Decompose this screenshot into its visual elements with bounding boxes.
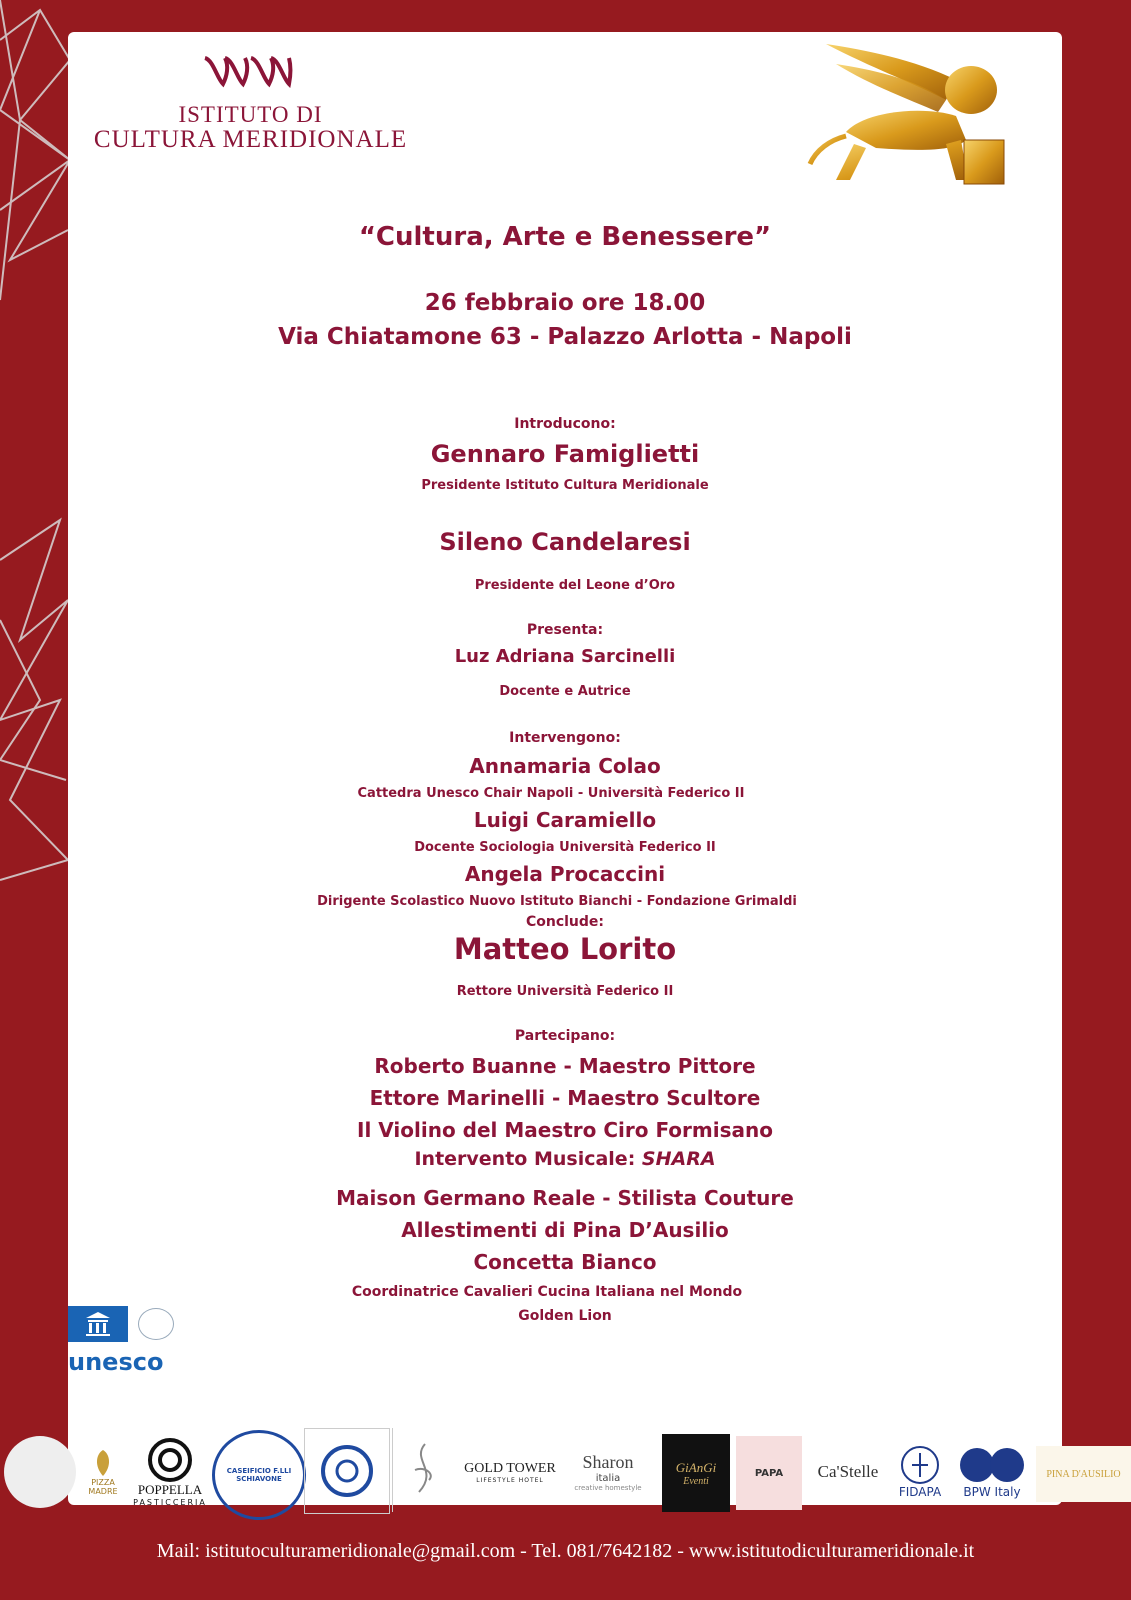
logo-line-1: ISTITUTO DI xyxy=(178,102,323,127)
unesco-badges xyxy=(68,1306,188,1346)
pina-name: PINA D'AUSILIO xyxy=(1046,1468,1121,1480)
unesco-temple-icon xyxy=(68,1306,128,1342)
speaker-role: Dirigente Scolastico Nuovo Istituto Bianchi - Fondazione Grimaldi xyxy=(317,894,797,909)
participant: Ettore Marinelli - Maestro Scultore xyxy=(369,1086,761,1110)
footer-contact: Mail: istitutoculturameridionale@gmail.com - Tel. 081/7642182 - www.istitutodiculturameridionale.it xyxy=(156,1540,975,1562)
speaker-name: Luigi Caramiello xyxy=(473,808,657,832)
papa-name: PAPA xyxy=(754,1467,784,1479)
event-title: “Cultura, Arte e Benessere” xyxy=(358,222,772,252)
golden-lion-icon xyxy=(806,40,1011,188)
poppella-sub: PASTICCERIA xyxy=(133,1497,207,1507)
sharon-tag: creative homestyle xyxy=(574,1484,642,1492)
pina-dausilio-logo xyxy=(1036,1446,1131,1502)
sharon-sub: italia xyxy=(595,1473,621,1484)
signature-logo-icon xyxy=(392,1428,457,1512)
speaker-role: Docente Sociologia Università Federico II xyxy=(414,840,716,855)
poppella-icon xyxy=(145,1438,195,1482)
giangi-sub: Eventi xyxy=(683,1475,709,1487)
mandala-logo-icon xyxy=(304,1428,390,1514)
intro-label: Introducono: xyxy=(514,416,616,432)
event-place: Via Chiatamone 63 - Palazzo Arlotta - Napoli xyxy=(278,324,852,350)
partecipano-label: Partecipano: xyxy=(514,1028,616,1044)
castelle-logo xyxy=(806,1432,890,1512)
institute-logo-icon xyxy=(203,54,293,88)
caseificio-text: CASEIFICIO F.LLI SCHIAVONE xyxy=(226,1467,292,1483)
pizza-madre-logo xyxy=(82,1432,124,1512)
speaker-name: Gennaro Famiglietti xyxy=(430,440,700,468)
fidapa-icon xyxy=(900,1445,940,1485)
sharon-logo xyxy=(562,1432,654,1512)
speaker-role: Cattedra Unesco Chair Napoli - Università Federico II xyxy=(357,786,745,801)
speaker-role: Presidente Istituto Cultura Meridionale xyxy=(421,478,709,493)
gold-tower-logo xyxy=(460,1432,560,1512)
closer-role: Rettore Università Federico II xyxy=(456,984,674,999)
speaker-name: Angela Procaccini xyxy=(464,862,666,886)
participant-role: Coordinatrice Cavalieri Cucina Italiana nel Mondo xyxy=(351,1284,743,1300)
invitation-card xyxy=(68,32,1062,1505)
poppella-name: POPPELLA xyxy=(137,1481,203,1497)
music-artist: SHARA xyxy=(641,1148,716,1170)
poppella-logo xyxy=(130,1432,210,1512)
castelle-name: Ca'Stelle xyxy=(817,1462,879,1481)
unesco-wordmark: unesco xyxy=(68,1348,164,1376)
event-date: 26 febbraio ore 18.00 xyxy=(424,290,706,316)
participant: Maison Germano Reale - Stilista Couture xyxy=(336,1186,794,1210)
pizza-madre-icon xyxy=(92,1448,114,1478)
pizza-madre-text: PIZZA MADRE xyxy=(88,1478,118,1496)
bpw-logo xyxy=(950,1432,1034,1512)
caseificio-logo xyxy=(212,1430,306,1520)
participant-music xyxy=(68,1148,1062,1170)
gold-tower-name: GOLD TOWER xyxy=(464,1460,556,1476)
closer-name: Matteo Lorito xyxy=(453,932,677,966)
giangi-name: GiAnGi xyxy=(675,1459,717,1475)
sharon-name: Sharon xyxy=(582,1452,634,1472)
present-label: Presenta: xyxy=(526,622,604,638)
participant: Il Violino del Maestro Ciro Formisano xyxy=(357,1118,773,1142)
presenter-name: Luz Adriana Sarcinelli xyxy=(454,646,676,667)
logo-line-2: CULTURA MERIDIONALE xyxy=(93,126,408,153)
music-prefix: Intervento Musicale: xyxy=(414,1148,642,1170)
giangi-logo xyxy=(662,1434,730,1512)
speaker-role: Presidente del Leone d’Oro xyxy=(474,578,676,593)
papa-logo xyxy=(736,1436,802,1510)
conclude-label: Conclude: xyxy=(525,914,605,930)
rose-logo-icon xyxy=(4,1436,76,1508)
bpw-name: BPW Italy xyxy=(963,1485,1021,1499)
gold-tower-sub: LIFESTYLE HOTEL xyxy=(476,1476,544,1484)
fidapa-name: FIDAPA xyxy=(898,1485,942,1499)
intervene-label: Intervengono: xyxy=(509,730,621,746)
institute-logo-text xyxy=(78,102,423,154)
speaker-name: Sileno Candelaresi xyxy=(439,528,691,556)
unitwin-icon xyxy=(138,1308,174,1340)
participant: Golden Lion xyxy=(518,1308,612,1324)
speaker-name: Annamaria Colao xyxy=(469,754,661,778)
bpw-icon xyxy=(957,1445,1027,1485)
fidapa-logo xyxy=(892,1432,948,1512)
participant: Allestimenti di Pina D’Ausilio xyxy=(401,1218,729,1242)
participant: Roberto Buanne - Maestro Pittore xyxy=(374,1054,756,1078)
presenter-role: Docente e Autrice xyxy=(499,684,631,699)
participant: Concetta Bianco xyxy=(473,1250,657,1274)
